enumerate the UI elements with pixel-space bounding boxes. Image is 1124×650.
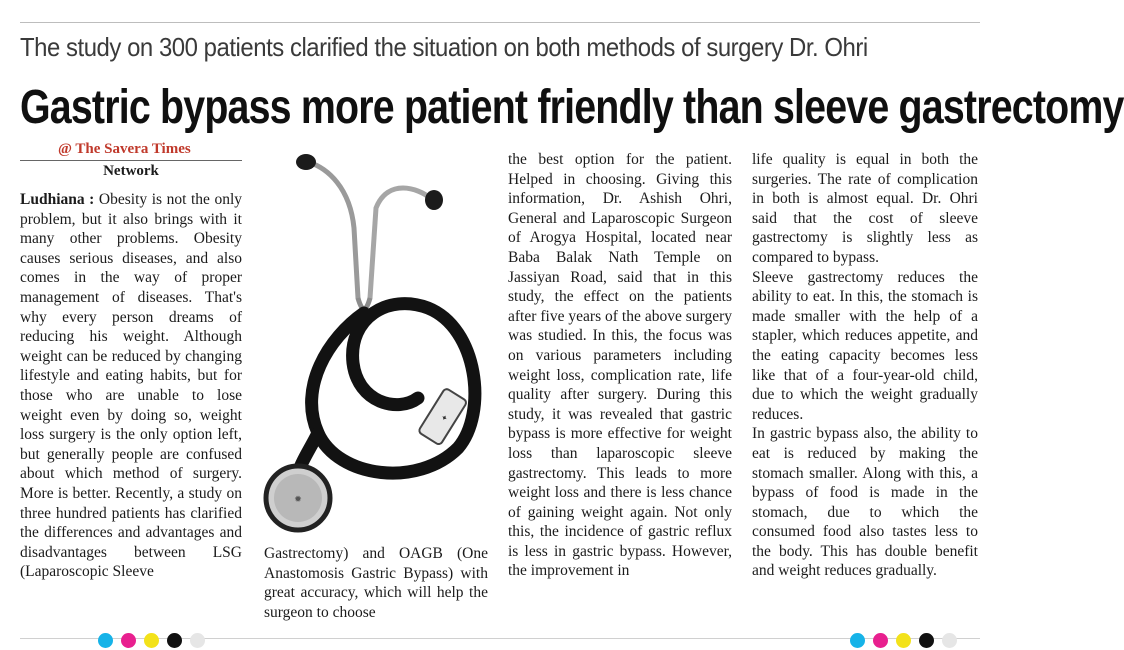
column-2-text: Gastrectomy) and OAGB (One Anastomosis Gastric Bypass) with great accuracy, which will help the surgeon to choose (264, 545, 488, 621)
source-credit: @ The Savera Times (58, 141, 191, 157)
article-kicker: The study on 300 patients clarified the situation on both methods of surgery Dr. Ohri (20, 32, 868, 62)
registration-dot (942, 633, 957, 648)
registration-marks-left (98, 633, 205, 648)
article-column-3 (508, 150, 732, 581)
registration-dot (850, 633, 865, 648)
registration-marks-right (850, 633, 957, 648)
column-4-paragraph-1: life quality is equal in both the surgeries. The rate of complication in both is almost equal. Dr. Ohri said that the cost of sleeve gastrectomy is slightly less as compared to bypass. (752, 151, 978, 266)
dateline: Ludhiana : (20, 191, 95, 208)
registration-dot (919, 633, 934, 648)
article-headline: Gastric bypass more patient friendly than sleeve gastrectomy (20, 81, 1124, 134)
byline: Network (103, 163, 159, 179)
registration-dot (873, 633, 888, 648)
svg-text:✦: ✦ (439, 412, 451, 424)
svg-text:✹: ✹ (294, 494, 302, 504)
source-rule (20, 160, 242, 161)
registration-dot (121, 633, 136, 648)
registration-dot (98, 633, 113, 648)
column-1-text: Obesity is not the only problem, but it also brings with it many other problems. Obesity causes serious diseases, and also comes in the way of proper management of diseases. That's why every person dreams of reducing his weight. Although weight can be reduced by changing lifestyle and eating habits, but for those who are unable to lose weight even by doing so, weight loss surgery is the only option left, but generally people are confused about which method of surgery. More is better. Recently, a study on three hundred patients has clarified the differences and advantages and disadvantages between LSG (Laparoscopic Sleeve (20, 191, 243, 581)
registration-dot (167, 633, 182, 648)
registration-dot (144, 633, 159, 648)
article-column-1 (20, 190, 242, 582)
article-column-4 (752, 150, 978, 581)
column-3-text: the best option for the patient. Helped in choosing. Giving this information, Dr. Ashish Ohri, General and Laparoscopic Surgeon of Arogya Hospital, located near Baba Balak Nath Temple on Jassiyan Road, said that in this study, the effect on the patients after five years of the above surgery was studied. In this, the focus was on various parameters including weight loss, complication rate, life quality after surgery. During this study, it was revealed that gastric bypass is more effective for weight loss than laparoscopic sleeve gastrectomy. This leads to more weight loss and there is less chance of gaining weight again. Not only this, the incidence of gastric reflux is less in gastric bypass. However, the improvement in (508, 151, 732, 580)
stethoscope-icon (258, 148, 494, 538)
registration-dot (896, 633, 911, 648)
column-4-paragraph-3: In gastric bypass also, the ability to eat is reduced by making the stomach smaller. Along with this, a bypass of food is made in the stomach, due to which the consumed food also tastes less to the body. This has double benefit and weight reduces gradually. (752, 425, 978, 580)
registration-dot (190, 633, 205, 648)
top-rule (20, 22, 980, 23)
article-column-2 (264, 544, 488, 622)
column-4-paragraph-2: Sleeve gastrectomy reduces the ability to eat. In this, the stomach is made smaller with the help of a stapler, which reduces appetite, and the eating capacity becomes less like that of a four-year-old child, due to which the weight gradually reduces. (752, 268, 978, 423)
stethoscope-photo (258, 148, 494, 538)
